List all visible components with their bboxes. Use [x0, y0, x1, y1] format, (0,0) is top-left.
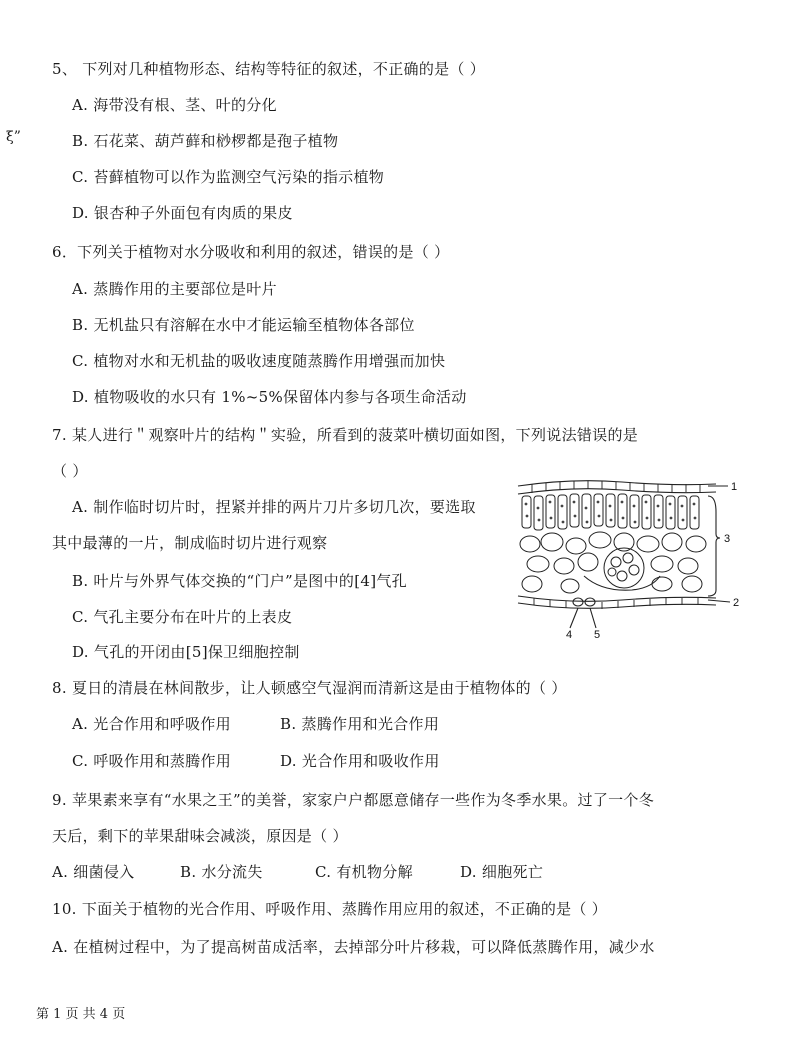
q8-option-b: B. 蒸腾作用和光合作用 — [280, 715, 440, 733]
q8-option-c: C. 呼吸作用和蒸腾作用 — [72, 752, 232, 770]
q10-stem: 10. 下面关于植物的光合作用、呼吸作用、蒸腾作用应用的叙述，不正确的是（ ） — [52, 900, 608, 918]
q9-option-b: B. 水分流失 — [180, 863, 263, 881]
q5-option-d: D. 银杏种子外面包有肉质的果皮 — [72, 204, 293, 222]
q7-option-c: C. 气孔主要分布在叶片的上表皮 — [72, 608, 293, 626]
figure-label-4: 4 — [566, 629, 573, 641]
q6-option-b: B. 无机盐只有溶解在水中才能运输至植物体各部位 — [72, 316, 415, 334]
q8-option-a: A. 光合作用和呼吸作用 — [72, 715, 231, 733]
q9-option-d: D. 细胞死亡 — [460, 863, 544, 881]
figure-label-5: 5 — [594, 629, 601, 641]
q9-option-a: A. 细菌侵入 — [52, 863, 135, 881]
q8-option-d: D. 光合作用和吸收作用 — [280, 752, 440, 770]
q7-option-b: B. 叶片与外界气体交换的“门户”是图中的[4]气孔 — [72, 572, 407, 590]
q9-stem-line1: 9. 苹果素来享有“水果之王”的美誉，家家户户都愿意储存一些作为冬季水果。过了一个冬 — [52, 791, 655, 809]
q6-option-a: A. 蒸腾作用的主要部位是叶片 — [72, 280, 277, 298]
figure-label-3: 3 — [724, 533, 731, 545]
leaf-diagram — [512, 472, 744, 642]
page-footer: 第 1 页 共 4 页 — [36, 1007, 126, 1022]
q5-option-c: C. 苔藓植物可以作为监测空气污染的指示植物 — [72, 168, 385, 186]
q10-option-a: A. 在植树过程中，为了提高树苗成活率，去掉部分叶片移栽，可以降低蒸腾作用，减少水 — [52, 938, 655, 956]
q7-option-a-line1: A. 制作临时切片时，捏紧并排的两片刀片多切几次，要选取 — [72, 498, 476, 516]
q9-stem-line2: 天后，剩下的苹果甜味会减淡，原因是（ ） — [52, 827, 348, 845]
figure-label-2: 2 — [733, 597, 740, 609]
q7-option-a-line2: 其中最薄的一片，制成临时切片进行观察 — [52, 534, 328, 552]
q6-option-c: C. 植物对水和无机盐的吸收速度随蒸腾作用增强而加快 — [72, 352, 446, 370]
q6-stem: 6．下列关于植物对水分吸收和利用的叙述，错误的是（ ） — [52, 243, 450, 261]
q6-option-d: D. 植物吸收的水只有 1%~5%保留体内参与各项生命活动 — [72, 388, 467, 406]
q5-option-a: A. 海带没有根、茎、叶的分化 — [72, 96, 277, 114]
figure-label-1: 1 — [731, 481, 738, 493]
q7-option-d: D. 气孔的开闭由[5]保卫细胞控制 — [72, 643, 300, 661]
leaf-cross-section-figure — [512, 472, 744, 642]
q7-stem: 7. 某人进行＂观察叶片的结构＂实验，所看到的菠菜叶横切面如图，下列说法错误的是 — [52, 426, 639, 444]
q8-stem: 8. 夏日的清晨在林间散步，让人顿感空气湿润而清新这是由于植物体的（ ） — [52, 679, 567, 697]
q5-option-b: B. 石花菜、葫芦藓和桫椤都是孢子植物 — [72, 132, 339, 150]
q9-option-c: C. 有机物分解 — [315, 863, 413, 881]
margin-mark: ξ” — [6, 129, 21, 145]
q5-stem: 5、 下列对几种植物形态、结构等特征的叙述，不正确的是（ ） — [52, 60, 486, 78]
q7-answer-paren: （ ） — [52, 462, 88, 480]
